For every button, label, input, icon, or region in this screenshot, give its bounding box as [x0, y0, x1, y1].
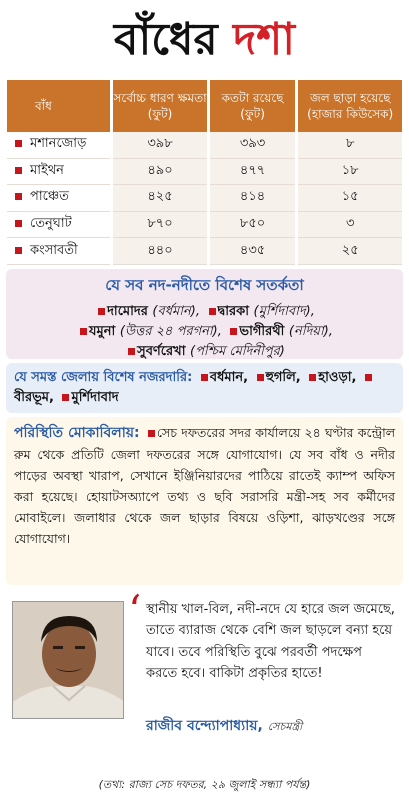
- bullet-square-icon: [230, 328, 237, 335]
- current-cell: ৪৩৫: [210, 238, 296, 265]
- current-cell: ৪১৪: [210, 185, 296, 212]
- handling-box: [6, 417, 403, 585]
- quote-attribution: [146, 714, 406, 738]
- capacity-cell: ৮৭০: [113, 212, 206, 239]
- river-alert-heading: যে সব নদ-নদীতে বিশেষ সতর্কতা: [105, 275, 304, 294]
- table-row: [7, 159, 402, 186]
- district-watch-label: যে সমস্ত জেলায় বিশেষ নজরদারি:: [14, 369, 193, 385]
- river-alert-line-3: সুবর্ণরেখা (পশ্চিম মেদিনীপুর): [14, 342, 395, 362]
- headline-word-2: দশা: [233, 14, 296, 65]
- bullet-square-icon: [15, 193, 22, 200]
- released-cell: ২৫: [298, 238, 402, 265]
- bullet-square-icon: [15, 220, 22, 227]
- table-row: [7, 212, 402, 239]
- minister-role: সেচমন্ত্রী: [267, 719, 303, 733]
- bullet-square-icon: [15, 247, 22, 254]
- river-alert-box: [6, 269, 403, 359]
- dam-table: [4, 80, 405, 265]
- bullet-square-icon: [257, 374, 264, 381]
- current-cell: ৮৫০: [210, 212, 296, 239]
- released-cell: ১৮: [298, 159, 402, 186]
- portrait-icon: [13, 602, 124, 719]
- handling-label: পরিস্থিতি মোকাবিলায়:: [14, 424, 140, 441]
- bullet-square-icon: [98, 308, 105, 315]
- table-row: [7, 238, 402, 265]
- bullet-square-icon: [80, 328, 87, 335]
- minister-photo: [12, 601, 124, 719]
- dam-name: মাইথন: [7, 159, 110, 186]
- bullet-square-icon: [309, 374, 316, 381]
- dam-table-header: [7, 80, 402, 132]
- dam-name: কংসাবতী: [7, 238, 110, 265]
- bullet-square-icon: [365, 374, 372, 381]
- col-dam: বাঁধ: [7, 80, 110, 132]
- quote-text: স্থানীয় খাল-বিল, নদী-নদে যে হারে জল জমেছে, তাতে ব্যারাজ থেকে বেশি জল ছাড়লে বন্যা হয়ে যাবে। তবে পরিস্থিতি বুঝে পরবর্তী পদক্ষেপ করতে হবে। বাকিটা প্রকৃতির হাতে!: [146, 601, 395, 682]
- bullet-square-icon: [62, 394, 69, 401]
- river-alert-line-2: যমুনা (উত্তর ২৪ পরগনা), ভাগীরথী (নদিয়া),: [14, 322, 395, 342]
- current-cell: ৩৯৩: [210, 132, 296, 159]
- col-capacity: সর্বোচ্চ ধারণ ক্ষমতা (ফুট): [113, 80, 206, 132]
- dam-name: মশানজোড়: [7, 132, 110, 159]
- minister-quote: [6, 585, 403, 741]
- dam-name: তেনুঘাট: [7, 212, 110, 239]
- capacity-cell: ৪৪০: [113, 238, 206, 265]
- bullet-square-icon: [201, 374, 208, 381]
- dam-name: পাঞ্চেত: [7, 185, 110, 212]
- released-cell: ৮: [298, 132, 402, 159]
- bullet-square-icon: [15, 167, 22, 174]
- headline: [0, 0, 409, 80]
- minister-name: রাজীব বন্দ্যোপাধ্যায়,: [146, 717, 263, 734]
- source-note: (তথ্য: রাজ্য সেচ দফতর, ২৯ জুলাই সন্ধ্যা পর্যন্ত): [98, 778, 311, 791]
- table-row: [7, 185, 402, 212]
- headline-word-1: বাঁধের: [113, 14, 218, 65]
- quote-mark-icon: ‘: [128, 585, 142, 635]
- bullet-square-icon: [148, 430, 155, 437]
- col-released: জল ছাড়া হয়েছে (হাজার কিউসেক): [298, 80, 402, 132]
- capacity-cell: ৩৯৮: [113, 132, 206, 159]
- capacity-cell: ৪২৫: [113, 185, 206, 212]
- bullet-square-icon: [209, 308, 216, 315]
- released-cell: ৩: [298, 212, 402, 239]
- col-current: কতটা রয়েছে (ফুট): [210, 80, 296, 132]
- capacity-cell: ৪৯০: [113, 159, 206, 186]
- handling-text: পরিস্থিতি মোকাবিলায়: সেচ দফতরের সদর কার্যালয়ে ২৪ ঘণ্টার কন্ট্রোল রুম থেকে প্রতিটি জেলা দফতরের সঙ্গে যোগাযোগ। যে সব বাঁধ ও নদীর পাড়ের অবস্থা খারাপ, সেখানে ইঞ্জিনিয়ারদের পাঠিয়ে রাতেই ক্যাম্প অফিস করা হয়েছে। হোয়াটসঅ্যাপে তথ্য ও ছবি সরাসরি মন্ত্রী-সহ সব কর্মীদের মোবাইলে। জলাধার থেকে জল ছাড়ার বিষয়ে ওড়িশা, ঝাড়খণ্ডের সঙ্গে যোগাযোগ।: [14, 424, 396, 546]
- district-watch-text: যে সমস্ত জেলায় বিশেষ নজরদারি: বর্ধমান, হুগলি, হাওড়া, বীরভূম, মুর্শিদাবাদ: [14, 368, 395, 408]
- released-cell: ১৫: [298, 185, 402, 212]
- bullet-square-icon: [128, 348, 135, 355]
- bullet-square-icon: [15, 140, 22, 147]
- current-cell: ৪৭৭: [210, 159, 296, 186]
- district-watch-box: [6, 363, 403, 413]
- table-row: [7, 132, 402, 159]
- river-alert-line-1: দামোদর (বর্ধমান), দ্বারকা (মুর্শিদাবাদ),: [14, 302, 395, 322]
